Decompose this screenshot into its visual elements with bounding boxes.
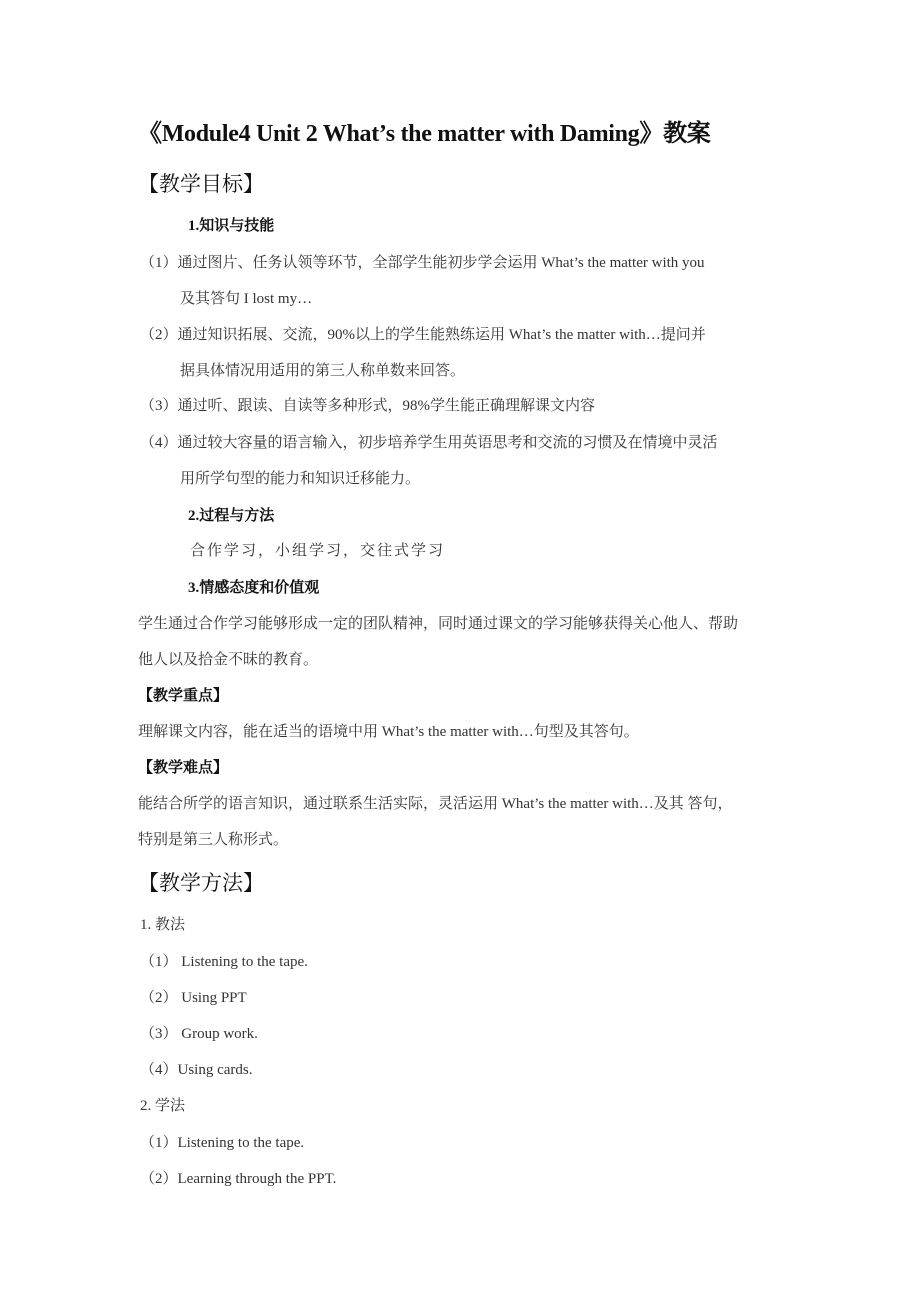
emotion-values-line1: 学生通过合作学习能够形成一定的团队精神，同时通过课文的学习能够获得关心他人、帮助: [138, 616, 739, 632]
learning-method-item: （2）Learning through the PPT.: [140, 1171, 337, 1187]
emotion-values-line2: 他人以及拾金不昧的教育。: [138, 652, 319, 668]
teaching-method-item: （4）Using cards.: [140, 1062, 253, 1078]
objective-item-3: （3）通过听、跟读、自读等多种形式，98%学生能正确理解课文内容: [140, 398, 595, 414]
difficulties-line2: 特别是第三人称形式。: [138, 832, 289, 848]
subheading-process-methods: 2.过程与方法: [188, 508, 275, 524]
objective-item-2-line1: （2）通过知识拓展、交流，90%以上的学生能熟练运用 What’s the matter with…提问并: [140, 327, 706, 343]
teaching-methods-heading: 1. 教法: [140, 917, 186, 933]
teaching-method-item: （1） Listening to the tape.: [140, 954, 308, 970]
objective-item-4-line2: 用所学句型的能力和知识迁移能力。: [180, 471, 421, 487]
learning-methods-heading: 2. 学法: [140, 1098, 186, 1114]
objective-item-1-line2: 及其答句 I lost my…: [180, 291, 313, 307]
difficulties-line1: 能结合所学的语言知识，通过联系生活实际，灵活运用 What’s the matter with…及其 答句，: [138, 796, 733, 812]
subheading-knowledge-skills: 1.知识与技能: [188, 218, 275, 234]
objective-item-1-line1: （1）通过图片、任务认领等环节，全部学生能初步学会运用 What’s the matter with you: [140, 255, 705, 271]
section-heading-key-points: 【教学重点】: [138, 688, 229, 704]
key-points-text: 理解课文内容，能在适当的语境中用 What’s the matter with…句型及其答句。: [138, 724, 639, 740]
section-heading-methods: 【教学方法】: [138, 871, 264, 895]
teaching-method-item: （3） Group work.: [140, 1026, 258, 1042]
teaching-method-item: （2） Using PPT: [140, 990, 247, 1006]
document-title: 《Module4 Unit 2 What’s the matter with Daming》教案: [138, 121, 711, 147]
process-methods-text: 合作学习，小组学习，交往式学习: [190, 543, 446, 559]
section-heading-objectives: 【教学目标】: [138, 172, 264, 196]
learning-method-item: （1）Listening to the tape.: [140, 1135, 305, 1151]
objective-item-4-line1: （4）通过较大容量的语言输入，初步培养学生用英语思考和交流的习惯及在情境中灵活: [140, 435, 718, 451]
section-heading-difficulties: 【教学难点】: [138, 760, 229, 776]
objective-item-2-line2: 据具体情况用适用的第三人称单数来回答。: [180, 363, 466, 379]
subheading-emotion-values: 3.情感态度和价值观: [188, 580, 320, 596]
